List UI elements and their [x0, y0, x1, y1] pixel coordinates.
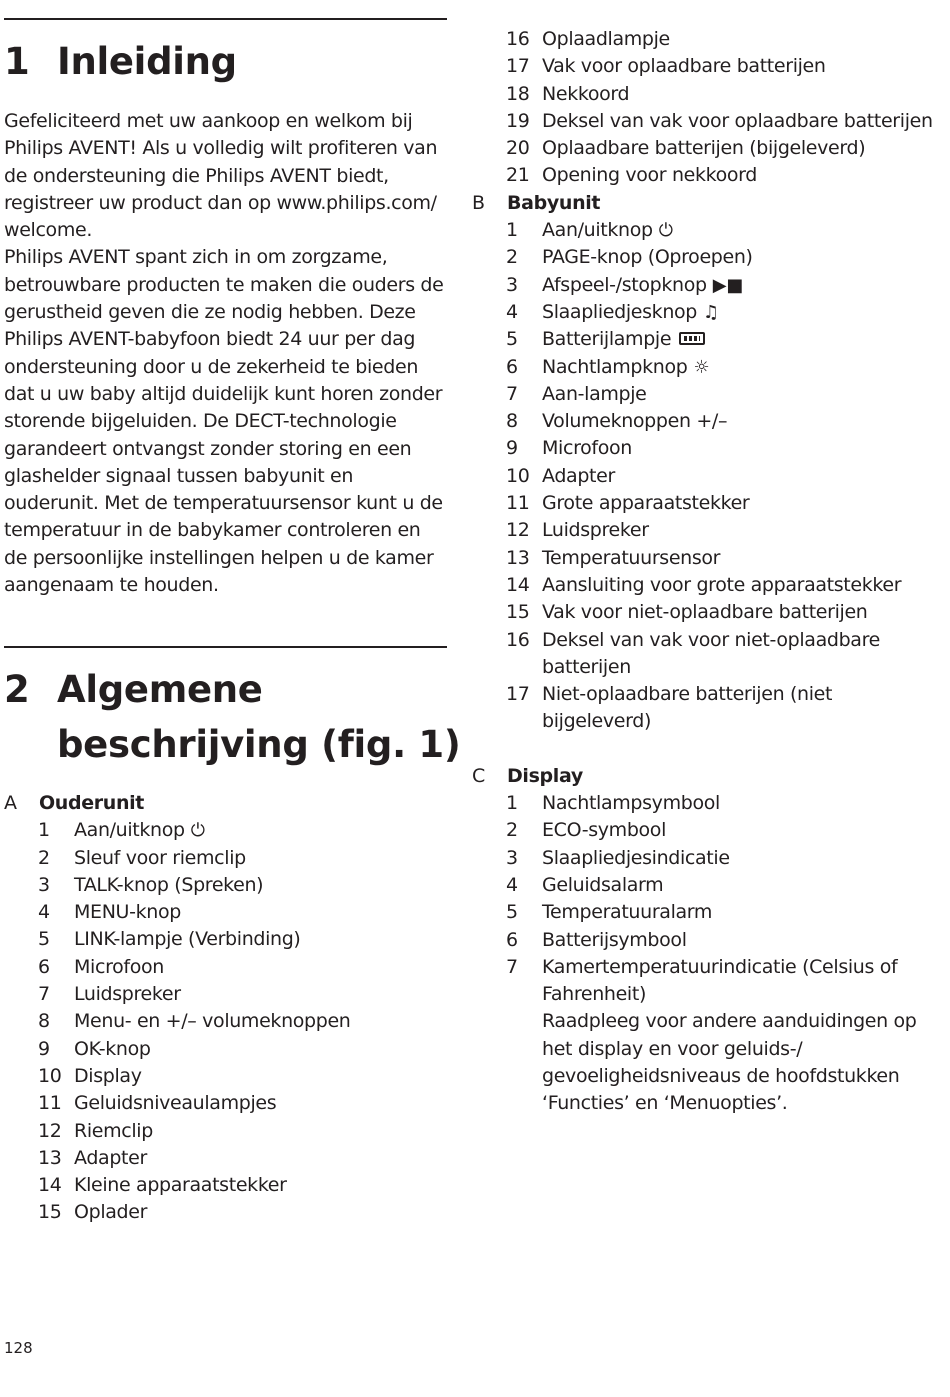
list-item-label: Nachtlampknop	[542, 355, 688, 378]
section1-rule	[4, 18, 447, 20]
list-item	[472, 381, 942, 408]
list-item-text	[542, 627, 942, 682]
list-item-text	[542, 517, 942, 544]
list-item	[472, 490, 942, 517]
list-item	[472, 435, 942, 462]
list-item	[472, 872, 942, 899]
group-a-heading	[4, 790, 447, 817]
list-item-number: 14	[506, 573, 530, 596]
group-c-heading	[472, 763, 942, 790]
list-item-label: Nekkoord	[542, 82, 630, 105]
list-item-label: Aan/uitknop	[74, 819, 185, 842]
list-item	[4, 926, 447, 953]
display-note: Raadpleeg voor andere aanduidingen op het display en voor geluids-/ gevoeligheidsniveaus de hoofdstukken ‘Functies’ en ‘Menuopties’.	[542, 1010, 917, 1115]
list-item-text	[542, 572, 942, 599]
list-item-label: Batterijlampje	[542, 328, 672, 351]
list-item-text	[542, 299, 942, 326]
group-a-continued-items	[472, 26, 942, 190]
list-item-number: 7	[506, 382, 518, 405]
list-item-label: Luidspreker	[542, 519, 649, 542]
list-item-text	[74, 872, 447, 899]
list-item-label: Opening voor nekkoord	[542, 164, 758, 187]
list-item	[472, 244, 942, 271]
group-a-items	[4, 817, 447, 1226]
list-item-number: 2	[506, 819, 518, 842]
list-item-number: 9	[38, 1037, 50, 1060]
list-item	[472, 954, 942, 1009]
list-item	[472, 927, 942, 954]
section2-title-line2: beschrijving (fig. 1)	[57, 723, 461, 766]
intro-paragraph-1: Gefeliciteerd met uw aankoop en welkom bij Philips AVENT! Als u volledig wilt profiteren van de ondersteuning die Philips AVENT biedt, registreer uw product dan op www.philips.com/ welcome.	[4, 110, 438, 242]
list-item	[472, 272, 942, 299]
list-item-text	[542, 845, 942, 872]
list-item-label: Deksel van vak voor oplaadbare batterijen	[542, 109, 933, 132]
list-item-label: Kleine apparaatstekker	[74, 1174, 287, 1197]
list-item-number: 8	[38, 1010, 50, 1033]
night-light-icon: ☼	[693, 356, 710, 378]
list-item	[472, 681, 942, 736]
list-item	[472, 517, 942, 544]
list-item-label: Menu- en +/– volumeknoppen	[74, 1010, 351, 1033]
power-icon: ⏻	[658, 220, 673, 242]
list-item-number: 12	[506, 519, 530, 542]
list-item-label: Slaapliedjesindicatie	[542, 846, 730, 869]
list-item	[4, 1008, 447, 1035]
list-item	[472, 572, 942, 599]
list-item-label: Niet-oplaadbare batterijen (niet bijgeleverd)	[542, 683, 833, 733]
list-item-number: 4	[38, 901, 50, 924]
list-item	[4, 1172, 447, 1199]
power-icon: ⏻	[190, 820, 205, 842]
list-item-label: Kamertemperatuurindicatie (Celsius of Fahrenheit)	[542, 955, 898, 1006]
list-item-number: 3	[506, 846, 518, 869]
list-item-text	[542, 53, 942, 80]
list-item-label: Deksel van vak voor niet-oplaadbare batterijen	[542, 628, 880, 678]
list-item-number: 1	[506, 219, 518, 242]
list-item-text	[74, 1145, 447, 1172]
list-item-number: 9	[506, 437, 518, 460]
list-item-label: Temperatuursensor	[542, 546, 721, 569]
list-item-number: 17	[506, 683, 530, 706]
list-item-number: 12	[38, 1119, 62, 1142]
page-number: 128	[4, 1339, 33, 1357]
list-item-number: 3	[38, 873, 50, 896]
group-a-continued-list	[472, 26, 942, 1118]
list-item-label: Aan/uitknop	[542, 219, 653, 242]
list-item-text	[542, 927, 942, 954]
list-item	[472, 627, 942, 682]
list-item-label: Display	[74, 1064, 142, 1087]
list-item-label: Geluidsalarm	[542, 873, 664, 896]
list-item-text	[542, 81, 942, 108]
list-item-label: Afspeel-/stopknop	[542, 273, 707, 296]
list-item-number: 18	[506, 82, 530, 105]
list-item-label: Batterijsymbool	[542, 928, 687, 951]
list-item-label: Vak voor oplaadbare batterijen	[542, 55, 826, 78]
list-item-text	[542, 408, 942, 435]
list-item-label: LINK-lampje (Verbinding)	[74, 928, 301, 951]
list-item-text	[542, 135, 942, 162]
list-item	[4, 954, 447, 981]
list-item-label: Riemclip	[74, 1119, 153, 1142]
list-item-text	[542, 545, 942, 572]
list-item-label: MENU-knop	[74, 901, 181, 924]
spacer	[472, 736, 942, 763]
list-item	[472, 817, 942, 844]
list-item	[4, 1199, 447, 1226]
group-c-items	[472, 790, 942, 1008]
list-item	[4, 872, 447, 899]
list-item-number: 17	[506, 55, 530, 78]
list-item-text	[542, 463, 942, 490]
list-item	[4, 817, 447, 844]
list-item-label: TALK-knop (Spreken)	[74, 873, 264, 896]
list-item	[4, 1145, 447, 1172]
section2-rule	[4, 646, 447, 648]
list-item-text	[74, 981, 447, 1008]
list-item-text	[542, 354, 942, 381]
list-item-label: Aansluiting voor grote apparaatstekker	[542, 573, 902, 596]
list-item-text	[542, 490, 942, 517]
group-b-heading	[472, 190, 942, 217]
list-item	[472, 299, 942, 326]
list-item-label: Microfoon	[542, 437, 632, 460]
list-item-number: 1	[506, 792, 518, 815]
section2-title-line1: Algemene	[57, 668, 263, 711]
music-note-icon: ♫	[703, 301, 719, 323]
list-item-number: 11	[506, 492, 530, 515]
list-item-number: 10	[506, 464, 530, 487]
list-item	[472, 899, 942, 926]
list-item-text	[74, 1063, 447, 1090]
list-item	[4, 845, 447, 872]
list-item-number: 21	[506, 164, 530, 187]
list-item-label: Adapter	[74, 1146, 147, 1169]
list-item-text	[542, 681, 942, 736]
list-item-text	[542, 872, 942, 899]
list-item-text	[542, 381, 942, 408]
list-item	[472, 463, 942, 490]
list-item-number: 14	[38, 1174, 62, 1197]
list-item	[472, 326, 942, 353]
list-item	[472, 545, 942, 572]
list-item-number: 5	[506, 901, 518, 924]
list-item-number: 13	[38, 1146, 62, 1169]
list-item-text	[542, 817, 942, 844]
list-item-number: 15	[506, 601, 530, 624]
list-item-number: 8	[506, 410, 518, 433]
list-item-number: 2	[38, 846, 50, 869]
list-item-number: 3	[506, 273, 518, 296]
section1-number: 1	[4, 40, 30, 83]
section1-title: Inleiding	[57, 40, 237, 83]
list-item-label: Slaapliedjesknop	[542, 300, 697, 323]
list-item-text	[74, 1172, 447, 1199]
list-item-text	[74, 1118, 447, 1145]
list-item	[472, 599, 942, 626]
list-item-number: 2	[506, 246, 518, 269]
list-item-number: 13	[506, 546, 530, 569]
list-item	[4, 981, 447, 1008]
list-item-label: Volumeknoppen +/–	[542, 410, 728, 433]
list-item-number: 6	[38, 955, 50, 978]
list-item	[4, 899, 447, 926]
list-item	[472, 26, 942, 53]
list-item-text	[74, 1008, 447, 1035]
list-item	[472, 53, 942, 80]
list-item-label: Adapter	[542, 464, 615, 487]
group-a-title: Ouderunit	[39, 792, 145, 814]
list-item-text	[542, 326, 942, 353]
list-item	[472, 790, 942, 817]
list-item-text	[74, 1036, 447, 1063]
list-item-text	[74, 817, 447, 844]
list-item-number: 5	[506, 328, 518, 351]
play-stop-icon: ▶■	[712, 274, 743, 296]
group-a-letter: A	[4, 792, 17, 814]
list-item	[472, 354, 942, 381]
list-item-text	[542, 954, 942, 1009]
list-item-text	[542, 108, 942, 135]
list-item-text	[74, 1090, 447, 1117]
list-item-label: Oplader	[74, 1201, 148, 1224]
list-item-text	[74, 1199, 447, 1226]
list-item-text	[542, 899, 942, 926]
list-item-number: 15	[38, 1201, 62, 1224]
list-item-text	[542, 162, 942, 189]
group-a-list	[4, 790, 447, 1227]
list-item-number: 19	[506, 109, 530, 132]
list-item-label: Oplaadlampje	[542, 28, 670, 50]
section1-body	[4, 108, 447, 599]
intro-paragraph-2: Philips AVENT spant zich in om zorgzame, betrouwbare producten te maken die ouders de gerustheid geven die ze nodig hebben. Deze Philips AVENT-babyfoon biedt 24 uur per dag ondersteuning door u de zekerheid te bieden dat u uw baby altijd duidelijk kunt horen zonder storende bijgeluiden. De DECT-technologie garandeert ontvangst zonder storing en een glashelder signaal tussen babyunit en ouderunit. Met de temperatuursensor kunt u de temperatuur in de babykamer controleren en de persoonlijke instellingen helpen u de kamer aangenaam te houden.	[4, 246, 444, 597]
list-item-label: Microfoon	[74, 955, 164, 978]
list-item-label: Vak voor niet-oplaadbare batterijen	[542, 601, 868, 624]
list-item-label: Grote apparaatstekker	[542, 492, 750, 515]
list-item-text	[542, 217, 942, 244]
list-item-label: Oplaadbare batterijen (bijgeleverd)	[542, 137, 866, 160]
list-item-number: 7	[38, 983, 50, 1006]
list-item	[4, 1118, 447, 1145]
list-item-number: 7	[506, 955, 518, 978]
list-item-label: Sleuf voor riemclip	[74, 846, 246, 869]
group-b-title: Babyunit	[507, 191, 601, 214]
list-item-number: 4	[506, 873, 518, 896]
list-item	[4, 1036, 447, 1063]
list-item-text	[542, 599, 942, 626]
list-item-number: 20	[506, 137, 530, 160]
list-item-text	[542, 435, 942, 462]
list-item	[472, 217, 942, 244]
list-item	[472, 108, 942, 135]
list-item-label: Geluidsniveaulampjes	[74, 1092, 277, 1115]
list-item-label: OK-knop	[74, 1037, 151, 1060]
group-b-letter: B	[472, 191, 485, 214]
list-item-text	[74, 954, 447, 981]
list-item	[472, 162, 942, 189]
list-item-number: 5	[38, 928, 50, 951]
list-item	[472, 408, 942, 435]
list-item-text	[542, 26, 942, 53]
list-item	[472, 135, 942, 162]
list-item-label: PAGE-knop (Oproepen)	[542, 246, 753, 269]
list-item-text	[74, 845, 447, 872]
list-item-label: Luidspreker	[74, 983, 181, 1006]
list-item-number: 6	[506, 355, 518, 378]
list-item-number: 11	[38, 1092, 62, 1115]
list-item-number: 1	[38, 819, 50, 842]
list-item	[4, 1090, 447, 1117]
list-item	[472, 845, 942, 872]
list-item-text	[74, 899, 447, 926]
list-item-label: ECO-symbool	[542, 819, 667, 842]
list-item	[472, 81, 942, 108]
battery-icon	[679, 332, 705, 345]
group-c-letter: C	[472, 764, 485, 787]
list-item-number: 16	[506, 628, 530, 651]
list-item-text	[74, 926, 447, 953]
list-item-text	[542, 244, 942, 271]
list-item-label: Aan-lampje	[542, 382, 647, 405]
list-item-text	[542, 790, 942, 817]
list-item	[4, 1063, 447, 1090]
list-item-text	[542, 272, 942, 299]
group-c-title: Display	[507, 764, 583, 787]
list-item-label: Nachtlampsymbool	[542, 792, 720, 815]
group-b-items	[472, 217, 942, 736]
list-item-number: 6	[506, 928, 518, 951]
list-item-number: 10	[38, 1064, 62, 1087]
list-item-number: 16	[506, 28, 530, 50]
list-item-number: 4	[506, 300, 518, 323]
section2-number: 2	[4, 668, 30, 711]
list-item-label: Temperatuuralarm	[542, 901, 713, 924]
